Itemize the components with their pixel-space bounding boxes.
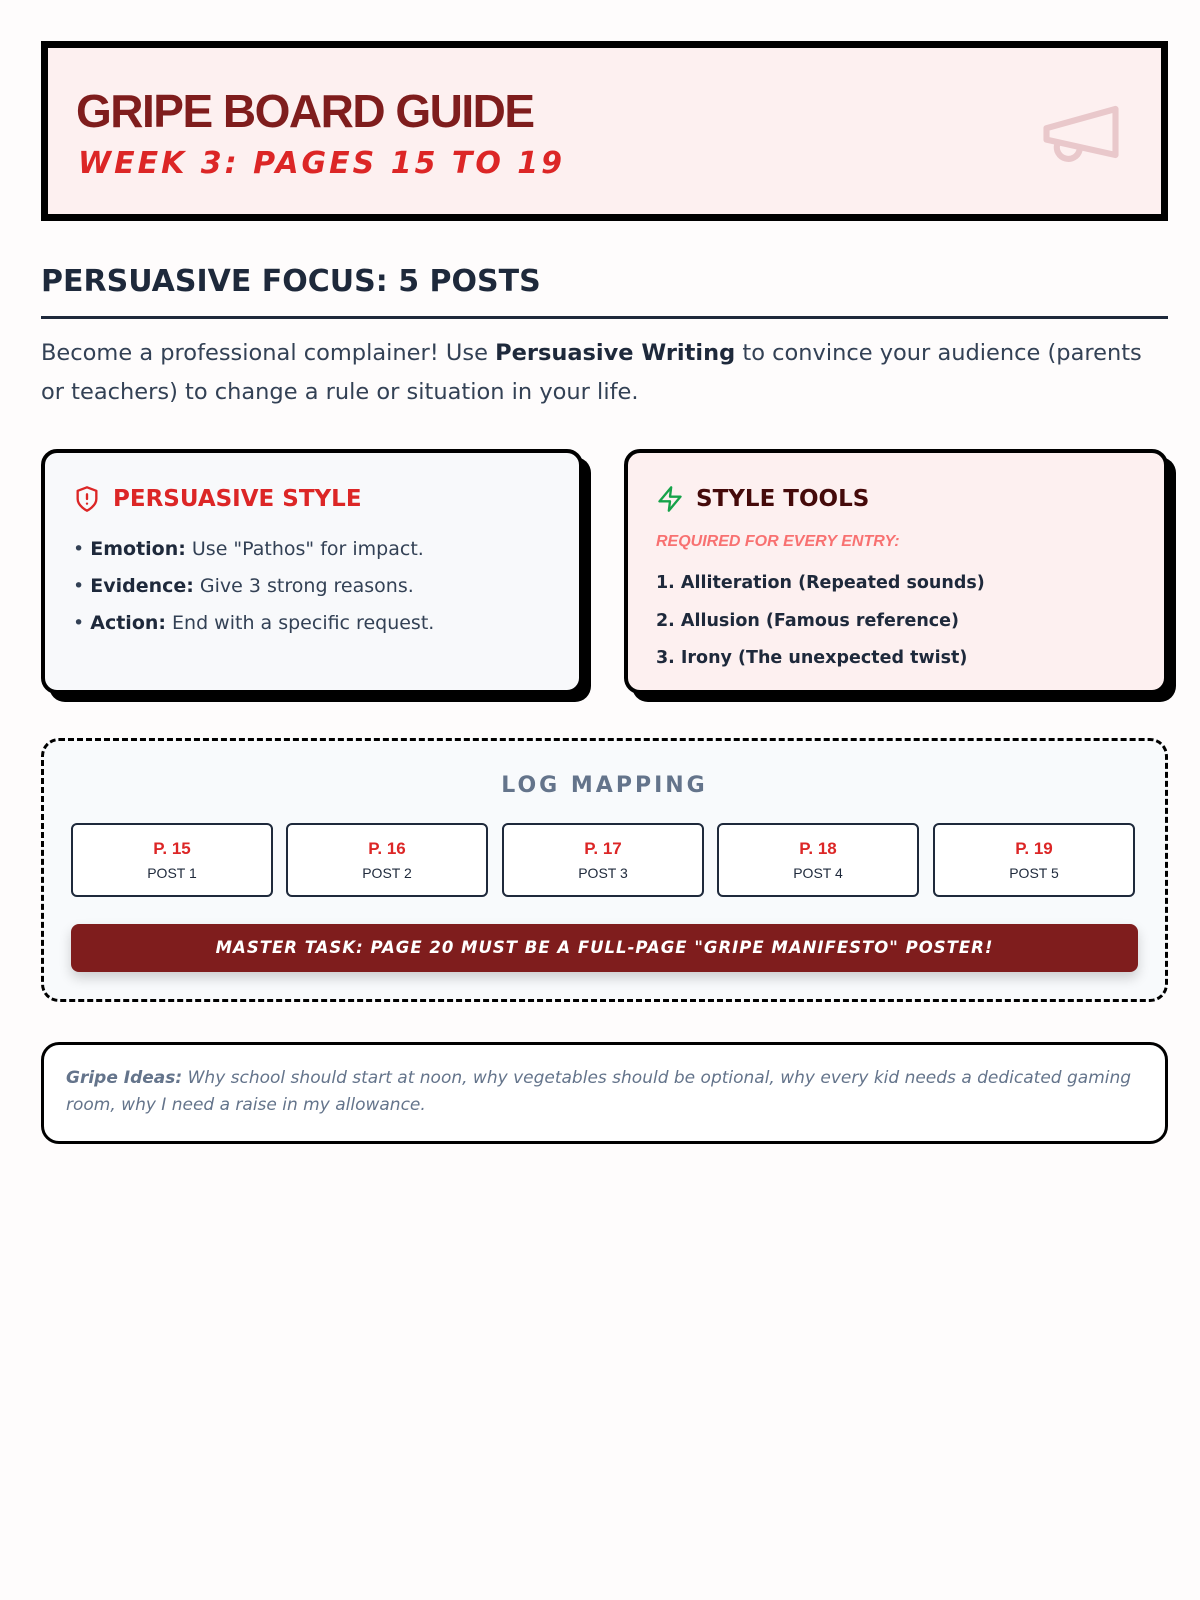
master-task-banner: MASTER TASK: PAGE 20 MUST BE A FULL-PAGE "GRIPE MANIFESTO" POSTER! [71, 924, 1138, 972]
gripe-ideas-box [41, 1042, 1168, 1144]
section-divider [41, 316, 1168, 319]
page-slot-16 [286, 823, 488, 897]
guide-header [41, 41, 1168, 221]
style-tools-card [624, 449, 1168, 694]
list-item: 1. Alliteration (Repeated sounds) [656, 573, 985, 593]
list-item: 2. Allusion (Famous reference) [656, 610, 960, 631]
page-slot-15 [71, 823, 273, 897]
shield-alert-icon [73, 485, 101, 513]
page-slot-18 [717, 823, 919, 897]
persuasive-style-card [41, 449, 583, 694]
list-item: • Emotion: Use "Pathos" for impact. [73, 538, 424, 560]
list-item: • Evidence: Give 3 strong reasons. [73, 575, 414, 597]
list-item: 3. Irony (The unexpected twist) [656, 648, 968, 668]
post-label: POST 1 [147, 865, 197, 881]
persuasive-style-title: PERSUASIVE STYLE [113, 486, 362, 512]
required-label: REQUIRED FOR EVERY ENTRY: [656, 533, 900, 550]
page-number: P. 19 [1015, 839, 1053, 858]
list-item: • Action: End with a specific request. [73, 612, 435, 634]
lightning-icon [656, 485, 684, 513]
section-title: PERSUASIVE FOCUS: 5 POSTS [41, 264, 541, 299]
style-tools-list [656, 565, 985, 678]
list-item-term: Evidence: [90, 575, 194, 597]
page-number: P. 18 [799, 839, 837, 858]
style-tools-title: STYLE TOOLS [696, 486, 870, 512]
page-number: P. 15 [153, 839, 191, 858]
list-item-term: Action: [90, 612, 166, 634]
post-label: POST 5 [1009, 865, 1059, 881]
guide-subtitle: WEEK 3: PAGES 15 TO 19 [78, 146, 566, 181]
post-label: POST 3 [578, 865, 628, 881]
list-item-term: Emotion: [90, 538, 186, 560]
list-item-text: Give 3 strong reasons. [193, 575, 414, 597]
persuasive-style-list [73, 531, 434, 642]
intro-text-start: Become a professional complainer! Use [41, 340, 496, 366]
page-slot-19 [933, 823, 1135, 897]
log-mapping-title: LOG MAPPING [501, 773, 708, 798]
gripe-ideas-label: Gripe Ideas: [66, 1068, 183, 1088]
list-item-text: End with a specific request. [166, 612, 435, 634]
intro-paragraph [41, 334, 1168, 412]
intro-text-end: to convince your audience (parents or teachers) to change a rule or situation in your life. [41, 340, 1142, 405]
list-item-text: Use "Pathos" for impact. [185, 538, 424, 560]
intro-emphasis: Persuasive Writing [495, 340, 736, 366]
page-number: P. 17 [584, 839, 622, 858]
log-mapping-panel [41, 738, 1168, 1002]
megaphone-icon [1031, 86, 1131, 178]
gripe-ideas-text: Why school should start at noon, why vegetables should be optional, why every kid needs a dedicated gaming room, why I need a raise in my allowance. [66, 1068, 1132, 1115]
guide-title: GRIPE BOARD GUIDE [76, 85, 534, 137]
post-label: POST 2 [362, 865, 412, 881]
page-number: P. 16 [368, 839, 406, 858]
page-slot-17 [502, 823, 704, 897]
post-label: POST 4 [793, 865, 843, 881]
